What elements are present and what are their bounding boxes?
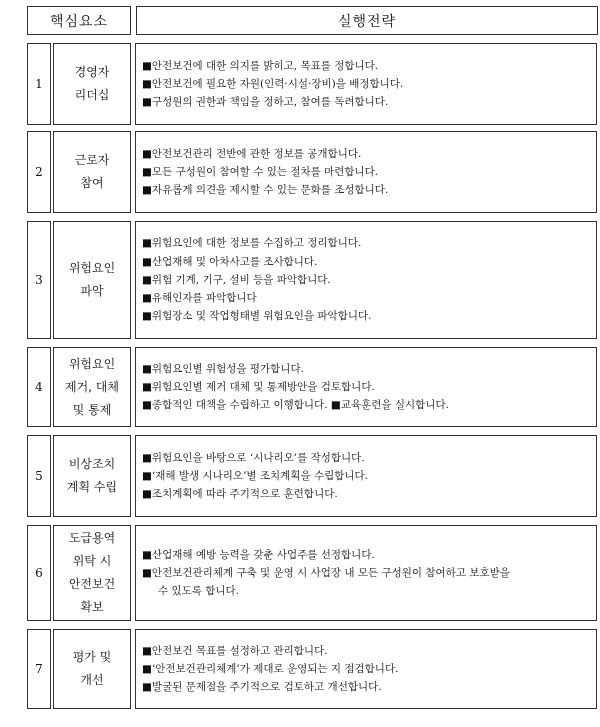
core-element-cell: 근로자 참여 xyxy=(53,131,131,213)
table-row-4 xyxy=(27,347,597,427)
table-row-3 xyxy=(27,221,597,339)
strategy-item: ■산업재해 예방 능력을 갖춘 사업주를 선정합니다. xyxy=(142,548,375,561)
table-row-5 xyxy=(27,435,597,517)
table-row-2 xyxy=(27,131,597,213)
strategy-item: ■산업재해 및 아차사고를 조사합니다. xyxy=(142,255,318,268)
row-number: 5 xyxy=(27,435,51,517)
core-element-cell: 위험요인 제거, 대체 및 통제 xyxy=(53,347,131,427)
core-element-cell: 위험요인 파악 xyxy=(53,221,131,339)
table-row-1 xyxy=(27,43,597,125)
strategy-item-continuation: 수 있도록 합니다. xyxy=(158,585,240,598)
core-element-cell: 도급용역 위탁 시 안전보건 확보 xyxy=(53,525,131,621)
strategy-item: ■종합적인 대책을 수립하고 이행합니다. ■교육훈련을 실시합니다. xyxy=(142,399,449,412)
row-number: 4 xyxy=(27,347,51,427)
row-number: 3 xyxy=(27,221,51,339)
strategy-item: ■위험요인에 대한 정보를 수집하고 정리합니다. xyxy=(142,237,362,250)
strategy-cell xyxy=(135,525,597,621)
strategy-item: ■‘재해 발생 시나리오’별 조치계획을 수립합니다. xyxy=(142,469,369,482)
core-element-cell: 경영자 리더십 xyxy=(53,43,131,125)
strategy-item: ■‘안전보건관리체계’가 제대로 운영되는 지 점검합니다. xyxy=(142,662,399,675)
table-row-6 xyxy=(27,525,597,621)
strategy-item: ■위험요인별 위험성을 평가합니다. xyxy=(142,362,304,375)
strategy-item: ■안전보건관리 전반에 관한 정보를 공개합니다. xyxy=(142,147,362,160)
strategy-cell xyxy=(135,221,597,339)
strategy-cell xyxy=(135,629,597,709)
strategy-item: ■위험 기계, 기구, 설비 등을 파악합니다. xyxy=(142,273,331,286)
strategy-cell xyxy=(135,43,597,125)
row-number: 2 xyxy=(27,131,51,213)
strategy-item: ■발굴된 문제점을 주기적으로 검토하고 개선합니다. xyxy=(142,681,382,694)
header-core-elements: 핵심요소 xyxy=(27,6,131,35)
core-element-cell: 비상조치 계획 수립 xyxy=(53,435,131,517)
strategy-item: ■자유롭게 의견을 제시할 수 있는 문화를 조성합니다. xyxy=(142,184,389,197)
row-number: 6 xyxy=(27,525,51,621)
strategy-item: ■구성원의 권한과 책임을 정하고, 참여를 독려합니다. xyxy=(142,96,389,109)
strategy-cell xyxy=(135,347,597,427)
core-element-cell: 평가 및 개선 xyxy=(53,629,131,709)
strategy-cell xyxy=(135,131,597,213)
strategy-item: ■모든 구성원이 참여할 수 있는 절차를 마련합니다. xyxy=(142,165,379,178)
strategy-item: ■안전보건관리체계 구축 및 운영 시 사업장 내 모든 구성원이 참여하고 보호받을 xyxy=(142,566,510,579)
header-execution-strategy: 실행전략 xyxy=(136,6,598,35)
strategy-item: ■안전보건 목표를 설정하고 관리합니다. xyxy=(142,644,328,657)
row-number: 1 xyxy=(27,43,51,125)
row-number: 7 xyxy=(27,629,51,709)
strategy-item: ■안전보건에 필요한 자원(인력·시설·장비)을 배정합니다. xyxy=(142,77,404,90)
strategy-item: ■유해인자를 파악합니다 xyxy=(142,292,257,305)
strategy-item: ■조치계획에 따라 주기적으로 훈련합니다. xyxy=(142,488,338,501)
strategy-item: ■위험요인별 제거 대체 및 통제방안을 검토합니다. xyxy=(142,380,375,393)
strategy-item: ■안전보건에 대한 의지를 밝히고, 목표를 정합니다. xyxy=(142,59,379,72)
strategy-item: ■위험요인을 바탕으로 ‘시나리오’를 작성합니다. xyxy=(142,451,365,464)
table-row-7 xyxy=(27,629,597,709)
strategy-item: ■위험장소 및 작업형태별 위험요인을 파악합니다. xyxy=(142,310,372,323)
strategy-cell xyxy=(135,435,597,517)
